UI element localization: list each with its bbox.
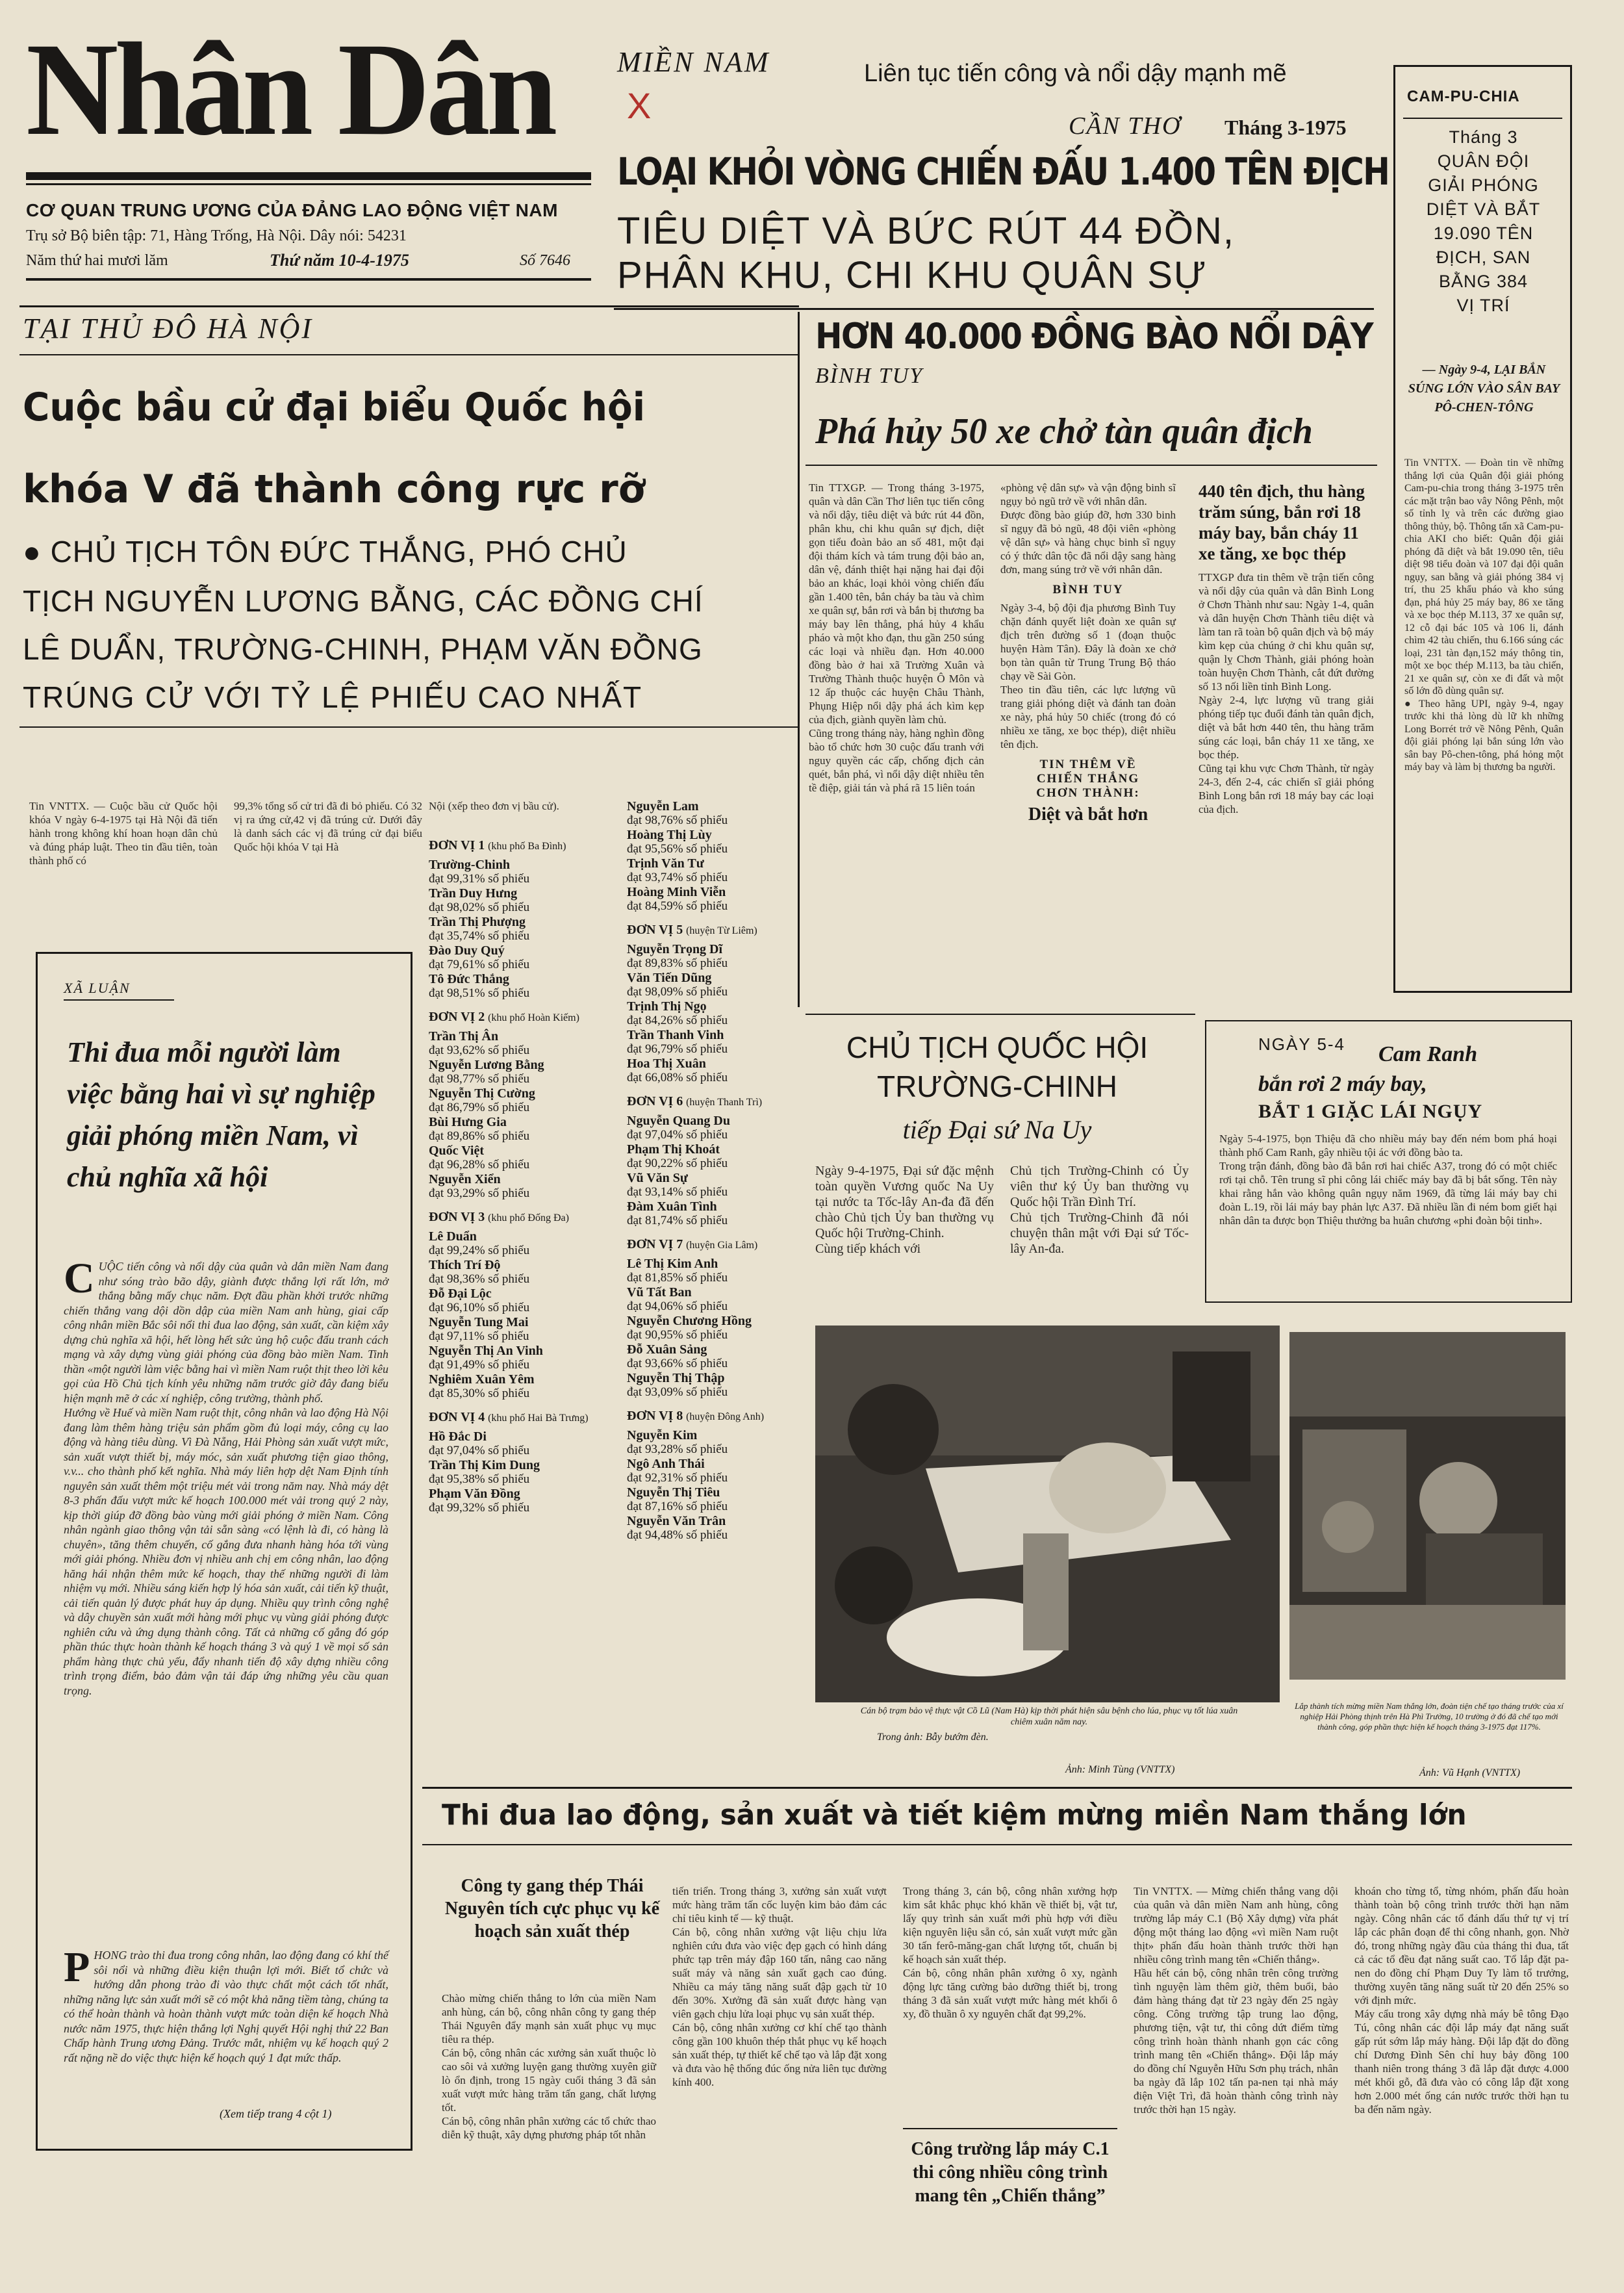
election-lead-3: Nội (xếp theo đơn vị bầu cử).	[429, 800, 559, 812]
candidate: Nguyễn Thị Tiêu đạt 87,16% số phiếu	[627, 1485, 728, 1513]
masthead-subtitle: CƠ QUAN TRUNG ƯƠNG CỦA ĐẢNG LAO ĐỘNG VIỆT NAM	[26, 200, 558, 220]
steel-headline: Công ty gang thép Thái Nguyên tích cực phục vụ kế hoạch sản xuất thép	[444, 1876, 660, 1941]
candidate: Đỗ Đại Lộc đạt 96,10% số phiếu	[429, 1287, 530, 1314]
editorial-title: Thi đua mỗi người làm việc bằng hai vì sự nghiệp giải phóng miền Nam, vì chủ nghĩa xã hội	[67, 1036, 375, 1193]
chonthanh-col3: TTXGP đưa tin thêm về trận tiến công và nổi dậy của quân và dân Bình Long ở Chơn Thành như sau: Ngày 1-4, quân và dân huyện Chơn Thành tiêu diệt và làm tan rã toàn bộ quân địch và bộ máy kìm kẹp của chúng ở chi khu quân sự, quận lỵ Chơn Thành, giải phóng hoàn toàn huyện Chơn Thành, cắt đứt đường số 13 nối liền tỉnh Bình Long. Ngày 2-4, lực lượng vũ trang giải phóng tiếp tục đuổi đánh tàn quân địch, diệt và bắt hơn 440 tên, thu hàng trăm súng các loại, bắn cháy 11 xe tăng, xe bọc thép. Cũng tại khu vực Chơn Thành, từ ngày 24-3, đến 2-4, các chiến sĩ giải phóng Bình Long bắn rơi 18 máy bay các loại của địch.	[1199, 571, 1374, 815]
norway-col2: Chủ tịch Trường-Chinh có Ủy viên thư ký Ủy ban thường vụ Quốc hội Trần Đình Trí. Chủ tịch Trường-Chinh đã nói chuyện thân mật với Đại sứ Tốc-lây An-đa.	[1010, 1164, 1189, 1256]
dropcap-p: P	[64, 1943, 90, 1991]
camranh-body: Ngày 5-4-1975, bọn Thiệu đã cho nhiều máy bay đến ném bom phá hoại thành phố Cam Ranh, gây nhiều tội ác với đồng bào ta. Trong trận đánh, đồng bào đã bắn rơi hai chiếc A37, trong đó có một chiếc rơi tại chỗ. Tên trung sĩ phi công lái chiếc máy bay đã bị bắt sống. Tên này khai rằng hắn vào không quân ngụy năm 1969, đã từng lái máy bay chi đoàn L.19, rồi lái máy bay phản lực A37. Đã nhiều lần đi ném bom giết hại nhân dân ta được bọn Thiệu thưởng ba huân chương «phi đoàn bội tinh».	[1219, 1133, 1557, 1227]
candidate: Trần Thị Kim Dung đạt 95,38% số phiếu	[429, 1458, 540, 1486]
chonthanh-sub-a: TIN THÊM VỀ	[1039, 758, 1137, 771]
photo1-caption-b: Trong ảnh: Bẫy bướm đèn.	[877, 1732, 989, 1743]
candidates-col-a	[429, 838, 614, 1515]
photo2-caption: Lắp thành tích mừng miền Nam thắng lớn, đoàn tiện chế tạo tháng trước của xí nghiệp Hải Phòng thịnh trên Hà Phì Trường, 10 trường ở đó đã chế tạo mới thành công, góp phần thực hiện kế hoạch tháng 3-1975 đạt 117%.	[1295, 1701, 1564, 1732]
candidate: Thích Trí Độ đạt 98,36% số phiếu	[429, 1258, 530, 1286]
emulation-col2: tiến triển. Trong tháng 3, xưởng sản xuất vượt mức hàng trăm tấn cốc luyện kim bảo đảm các chỉ tiêu kinh tế — kỹ thuật. Cán bộ, công nhân xưởng vật liệu chịu lửa nghiên cứu đưa vào việc đẹp gạch có hình dáng phức tạp trên máy đập 160 tấn, nâng cao năng suất máy và năng sản xuất gạch cao đúng. Nhiều ca máy tăng năng suất đập gạch từ 10 đến 30%. Xưởng đã sản xuất được hàng vạn viên gạch chịu lửa loại phục vụ sản xuất thép. Cán bộ, công nhân xưởng cơ khí chế tạo thành công gần 100 khuôn thép thắt phục vụ kế hoạch sản xuất thép, tự thiết kế chế tạo và lắp đặt xong và đưa vào hệ thống đúc ống nửa liên tục đường kính 400.	[672, 1885, 887, 2088]
emulation-col5: khoán cho từng tổ, từng nhóm, phấn đấu hoàn thành toàn bộ công trình trước thời hạn năm ngày. Công nhân các tổ đánh dấu thứ tự vị trí lắp các phân đoạn để thi công nhanh, gọn. Nhờ đó, trong những ngày đầu của tháng thi đua, tất cả các tổ đều đạt năng suất cao. Tổ lắp đặt pa-nen do đồng chí Phạm Duy Ty làm tổ trưởng, thường xuyên tăng năng suất từ 20 đến 25% so với định mức. Máy cẩu trong xây dựng nhà máy bê tông Đạo Tú, công nhân các đội lắp máy đạt năng suất gấp rút sớm lắp máy hàng. Đội lắp đặt do đồng chí Dương Đình Sên chỉ huy bảy đồng 100 thanh niên trong tháng 3 đã lắp đặt được 4.000 mét khối gỗ, đã đưa vào có công lắp đặt xong hơn 2.000 mét ống cán nước trước thời hạn tu ba đến năm ngày.	[1354, 1885, 1569, 2116]
candidate: Trịnh Thị Ngọ đạt 84,26% số phiếu	[627, 999, 728, 1027]
editorial-p1: UỘC tiến công và nổi dậy của quân và dân miền Nam đang như sóng trào bão dậy, giành được thắng lợi rất lớn, mở thắng bằng mấy chục năm. Đợt đầu phần khởi trước những chiến thắng vang dội dồn dập của miền Nam anh hùng, giai cấp công nhân miền Bắc sôi nổi thi đua lao động, sản xuất, cần kiệm xây dựng chủ nghĩa xã hội, hết lòng hết sức ủng hộ cuộc đấu tranh cách mạng và xây dựng vùng giải phóng của đồng bào miền Nam. Tinh thần «một người làm việc bằng hai vì miền Nam ruột thịt theo lời kêu gọi của Hồ Chủ tịch kính yêu những năm trước giờ đây đang biểu hiện mạnh mẽ ở các xí nghiệp, công trường, thành phố. Hướng về Huế và miền Nam ruột thịt, công nhân và lao động Hà Nội đang làm thêm hàng triệu sản phẩm gồm đủ loại máy, công cụ lao động và hàng tiêu dùng. Vì Đà Nẵng, Hải Phòng sản xuất vượt mức, sản xuất vượt thiết bị, máy móc, sản xuất phương tiện giao thông, v.v... cho thành phố kết nghĩa. Nhà máy liên hợp dệt Nam Định tính nguyên sản xuất thêm một triệu mét vải trong năm nay. Nhà máy dệt 8-3 phấn đấu vượt mức kế hoạch 100.000 mét vải trong quý 2 này, kịp thời giúp đỡ đồng bào vùng mới giải phóng ở miền Nam. Công nhân ngành giao thông vận tải sẵn sàng «có lệnh là đi, có hàng là chuyên», tăng thêm chuyến, cố gắng đưa nhanh hàng hóa tới vùng mới giải phóng. Nhiều đơn vị nhiều anh chị em công nhân, lao động hăng hái nhận thêm mức kế hoạch, thay thế những người đi làm nhiệm vụ mới. Nhiều sáng kiến hợp lý hóa sản xuất, cải tiến kỹ thuật, cải tiến quản lý được phát huy áp dụng. Nhiều quy trình công nghệ và dây chuyền sản xuất mới hàng mới phục vụ vùng giải phóng được nghiên cứu và ứng dụng thành công. Tất cả những cố gắng đó góp phần thúc thực hoàn thành kế hoạch tháng 3 và quý 1 về mọi số sản phẩm hàng thực chủ yếu, đẩy nhanh tiến độ xây dựng nhiều công trình trọng điểm, bảo đảm vận tải đáp ứng những yêu cầu quan trọng.	[64, 1260, 388, 1697]
photo1-caption: Cán bộ trạm bảo vệ thực vật Cồ Lũ (Nam Hà) kịp thời phát hiện sâu bệnh cho lúa, phục vụ tốt lúa xuân chiêm xuân năm nay.	[860, 1706, 1238, 1727]
unit-header: ĐƠN VỊ 3 (khu phố Đống Đa)	[429, 1210, 569, 1224]
election-sub-4: TRÚNG CỬ VỚI TỶ LỆ PHIẾU CAO NHẤT	[23, 680, 643, 714]
candidate: Phạm Văn Đồng đạt 99,32% số phiếu	[429, 1487, 530, 1515]
candidate: Phạm Thị Khoát đạt 90,22% số phiếu	[627, 1142, 728, 1170]
candidate: Trần Thị Phượng đạt 35,74% số phiếu	[429, 915, 530, 943]
south-headline-3: PHÂN KHU, CHI KHU QUÂN SỰ	[617, 254, 1208, 296]
candidate: Đỗ Xuân Sảng đạt 93,66% số phiếu	[627, 1342, 728, 1370]
candidate: Trần Thị Ân đạt 93,62% số phiếu	[429, 1029, 530, 1057]
candidate: Trần Duy Hưng đạt 98,02% số phiếu	[429, 886, 530, 914]
candidate: Quốc Việt đạt 96,28% số phiếu	[429, 1144, 530, 1172]
binhtuy-headline: Phá hủy 50 xe chở tàn quân địch	[815, 411, 1313, 452]
candidate: Vũ Tất Ban đạt 94,06% số phiếu	[627, 1285, 728, 1313]
red-mark: X	[627, 85, 652, 126]
candidate: Trường-Chinh đạt 99,31% số phiếu	[429, 858, 530, 886]
candidate: Nguyễn Xiển đạt 93,29% số phiếu	[429, 1172, 530, 1200]
photo2-credit: Ảnh: Vũ Hạnh (VNTTX)	[1419, 1767, 1521, 1778]
south-headline-1: LOẠI KHỎI VÒNG CHIẾN ĐẤU 1.400 TÊN ĐỊCH	[617, 149, 1389, 194]
candidate: Nguyễn Kim đạt 93,28% số phiếu	[627, 1428, 728, 1456]
unit-header: ĐƠN VỊ 2 (khu phố Hoàn Kiếm)	[429, 1010, 579, 1024]
steel-body: Chào mừng chiến thắng to lớn của miền Nam anh hùng, cán bộ, công nhân công ty gang thép Thái Nguyên đẩy mạnh sản xuất phục vụ mục tiêu ra thép. Cán bộ, công nhân các xưởng sản xuất thuộc lò cao sôi vả xưởng luyện gang thường xuyên giữ lò ổn định, trong 15 ngày cuối tháng 3 đã sản xuất vượt mức hàng trăm tấn gang, chất lượng tốt. Cán bộ, công nhân phân xưởng các tổ chức thao diễn kỹ thuật, xây dựng phương pháp tốt nhằn	[442, 1992, 656, 2141]
cantho-col2: «phòng vệ dân sự» và vận động binh sĩ ngụy bỏ ngũ trở về với nhân dân. Được đồng bào giúp đỡ, hơn 330 binh sĩ ngụy đã bỏ ngũ, 48 đội viên «phòng vệ dân sự» và hàng chục binh sĩ ngụy có ý thức dân tộc đã nổi dậy sang hàng đơn, mang súng trở về với nhân dân.	[1000, 481, 1176, 576]
unit-header: ĐƠN VỊ 8 (huyện Đông Anh)	[627, 1409, 765, 1423]
norway-headline-3: tiếp Đại sứ Na Uy	[902, 1115, 1092, 1144]
photo-light-trap	[815, 1326, 1280, 1702]
camranh-headline-1: bắn rơi 2 máy bay,	[1258, 1072, 1427, 1096]
cantho-col1: Tin TTXGP. — Trong tháng 3-1975, quân và dân Cần Thơ liên tục tiến công và nổi dậy, tiêu diệt và bức rút 44 đồn, phân khu, chi khu quân sự địch, diệt gọn tiểu đoàn bảo an số 481, một đại đội thám kích và tám trung đội bảo an, dân vệ, đánh thiệt hại nặng hai đại đội bảo an khác, loại khỏi vòng chiến đấu gần 1.400 tên, bắn cháy ba tàu và chìm xe quân sự, bắn rơi và bắn bị thương ba máy bay lên thẳng, phá hủy 4 khẩu pháo và một kho đạn, thu gần 250 súng các loại và nhiều đạn. Hơn 40.000 đồng bào ở hai xã Trường Xuân và Trường Thành thuộc huyện Ô Môn và 12 ấp thuộc các huyện Châu Thành, Phụng Hiệp nổi dậy phá ách kìm kẹp của địch, giành quyền làm chủ. Cũng trong tháng này, hàng nghìn đồng bào tổ chức hơn 30 cuộc đấu tranh với nguy quyền các cấp, chống địch cản quét, bắn phá, vì nổi dậy diệt nhiều tên tề điệp, giải tán và phá rã 15 liên toán	[809, 481, 984, 794]
editorial-p2-wrap	[64, 1943, 392, 2065]
chonthanh-sub-c: CHƠN THÀNH:	[1036, 786, 1140, 800]
emulation-col3: Trong tháng 3, cán bộ, công nhân xưởng hợp kim sắt khắc phục khó khăn về thiết bị, vật tư, lấy quy trình sản xuất mới phù hợp với điều kiện nguyên liệu sẵn có, sản xuất vượt mức gần 30 tấn ferô-măng-gan chất lượng tốt, chuẩn bị kế hoạch sản xuất thép. Cán bộ, công nhân phân xưởng ô xy, ngành động lực tăng cường bảo dưỡng thiết bị, trong tháng 3 đã sản xuất vượt mức hàng mét khối ô xy, đồ thuần ô xy nguyên chất đạt 99,2%.	[903, 1885, 1117, 2020]
candidate: Trần Thanh Vinh đạt 96,79% số phiếu	[627, 1028, 728, 1056]
candidate: Lê Duẩn đạt 99,24% số phiếu	[429, 1229, 530, 1257]
masthead	[26, 16, 591, 312]
cambodia-box	[1393, 65, 1572, 993]
camranh-place: Cam Ranh	[1378, 1042, 1478, 1066]
camranh-box	[1205, 1020, 1572, 1303]
candidate: Nguyễn Tung Mai đạt 97,11% số phiếu	[429, 1315, 529, 1343]
cantho-month: Tháng 3-1975	[1224, 116, 1347, 139]
place-binhtuy: BÌNH TUY	[815, 364, 924, 388]
candidate: Nguyễn Thị Thập đạt 93,09% số phiếu	[627, 1371, 728, 1399]
photo-light-trap-image	[815, 1326, 1280, 1702]
candidate: Ngô Anh Thái đạt 92,31% số phiếu	[627, 1457, 728, 1485]
place-cantho: CẦN THƠ	[1069, 112, 1182, 140]
cambodia-label: CAM-PU-CHIA	[1407, 88, 1520, 105]
cantho-col2-wrap	[1000, 481, 1176, 825]
editorial-label: XÃ LUẬN	[64, 980, 131, 996]
norway-headline-1: CHỦ TỊCH QUỐC HỘI	[846, 1031, 1148, 1064]
candidates-col-b	[627, 799, 799, 1543]
election-sub-3: LÊ DUẨN, TRƯỜNG-CHINH, PHẠM VĂN ĐỒNG	[23, 632, 703, 666]
emulation-col4: Tin VNTTX. — Mừng chiến thắng vang dội của quân và dân miền Nam anh hùng, công trường lắp máy C.1 (Bộ Xây dựng) vừa phát động một tháng lao động «vì miền Nam ruột thịt» phấn đấu hoàn thành trước thời hạn nhiều công trình mang tên «Chiến thắng». Hầu hết cán bộ, công nhân trên công trường tình nguyện làm thêm giờ, thêm buổi, bảo đảm hàng tháng đạt từ 23 ngày đến 25 ngày công. Công trường tập trung lao động, phương tiện, vật tư, thi công dứt điểm từng công trình hoàn thành nhanh gọn các công trình mang tên «Chiến thắng». Đội lắp máy do đồng chí Nguyễn Hữu Sơn phụ trách, nhân ba ngày đã lắp 102 tấn pa-nen tại nhà máy điện Việt Trì, đã hoàn thành công trình này trước thời hạn 15 ngày.	[1134, 1885, 1338, 2116]
candidate: Hoàng Thị Lùy đạt 95,56% số phiếu	[627, 828, 728, 856]
chonthanh-col3-wrap	[1199, 481, 1374, 816]
editorial-p1-wrap	[64, 1255, 388, 1698]
election-sub-1: ● CHỦ TỊCH TÔN ĐỨC THẮNG, PHÓ CHỦ	[23, 535, 628, 569]
election-lead-1: Tin VNTTX. — Cuộc bầu cử Quốc hội khóa V ngày 6-4-1975 tại Hà Nội đã tiến hành trong không khí hoan hoạn dân chủ và đúng pháp luật. Theo tin đầu tiên, toàn thành phố có	[29, 800, 221, 867]
unit-header: ĐƠN VỊ 1 (khu phố Ba Đình)	[429, 838, 566, 852]
camranh-headline-2: BẮT 1 GIẶC LÁI NGỤY	[1258, 1101, 1483, 1122]
editorial-p2: HONG trào thi đua trong công nhân, lao động đang có khí thế sôi nổi và những điều kiện thuận lợi mới. Biết tổ chức và hướng dẫn phong trào đi vào thực chất một cách tốt nhất, những năng lực sản xuất mới sẽ có một khả năng tiềm tàng, chúng ta có thể hoàn thành và hoàn thành vượt mức toàn diện kế hoạch Nhà nước năm 1975, thực hiện thắng lợi Nghị quyết Hội nghị thứ 22 Ban Chấp hành Trung ương Đảng. Trước mắt, nhiệm vụ kế hoạch quý 2 rất nặng nề do việc thực hiện kế hoạch quý 1 đạt mức thấp.	[64, 1949, 392, 2064]
binhtuy-col: Ngày 3-4, bộ đội địa phương Bình Tuy chặn đánh quyết liệt đoàn xe quân sự địch trên đường số 1 (đoạn thuộc huyện Hàm Tân). Đây là đoàn xe chở bọn tàn quân từ Trung Trung Bộ tháo chạy về Sài Gòn. Theo tin đầu tiên, các lực lượng vũ trang giải phóng diệt và đánh tan đoàn xe này, phá hủy 50 chiếc (trong đó có nhiều xe tăng, xe bọc thép), diệt nhiều tên địch.	[1000, 602, 1176, 750]
cambodia-headline: Tháng 3 QUÂN ĐỘI GIẢI PHÓNG DIỆT VÀ BẮT 19.090 TÊN ĐỊCH, SAN BẰNG 384 VỊ TRÍ	[1426, 127, 1541, 315]
unit-header: ĐƠN VỊ 5 (huyện Từ Liêm)	[627, 923, 757, 937]
editorial-box	[36, 952, 412, 2151]
candidate: Nghiêm Xuân Yêm đạt 85,30% số phiếu	[429, 1372, 535, 1400]
south-headline-2: TIÊU DIỆT VÀ BỨC RÚT 44 ĐỒN,	[617, 210, 1236, 252]
hanoi-kicker: TẠI THỦ ĐÔ HÀ NỘI	[23, 313, 313, 344]
candidate: Nguyễn Quang Du đạt 97,04% số phiếu	[627, 1114, 730, 1142]
masthead-address: Trụ sở Bộ biên tập: 71, Hàng Trống, Hà Nội. Dây nói: 54231	[26, 227, 407, 244]
masthead-year: Năm thứ hai mươi lăm	[26, 252, 168, 269]
candidate: Nguyễn Lam đạt 98,76% số phiếu	[627, 799, 728, 827]
chonthanh-sub-d: Diệt và bắt hơn	[1028, 804, 1148, 825]
photo1-credit: Ảnh: Minh Tùng (VNTTX)	[1065, 1764, 1175, 1775]
site-headline: Công trường lắp máy C.1 thi công nhiều công trình mang tên „Chiến thắng”	[911, 2139, 1110, 2206]
unit-header: ĐƠN VỊ 7 (huyện Gia Lâm)	[627, 1237, 758, 1251]
emulation-banner: Thi đua lao động, sản xuất và tiết kiệm mừng miền Nam thắng lớn	[442, 1799, 1467, 1832]
photo-factory	[1289, 1332, 1566, 1680]
dropcap-c: C	[64, 1255, 95, 1302]
cambodia-sub: — Ngày 9-4, LẠI BẮN SÚNG LỚN VÀO SÂN BAY PÔ-CHEN-TÔNG	[1408, 363, 1560, 415]
masthead-date: Thứ năm 10-4-1975	[270, 251, 409, 270]
chonthanh-sub-b: CHIẾN THẮNG	[1036, 772, 1140, 786]
south-headline-block	[614, 39, 1389, 388]
editorial-continued: (Xem tiếp trang 4 cột 1)	[220, 2107, 332, 2120]
candidate: Nguyễn Chương Hồng đạt 90,95% số phiếu	[627, 1314, 752, 1342]
candidate: Hoa Thị Xuân đạt 66,08% số phiếu	[627, 1057, 728, 1084]
candidate: Nguyễn Trọng Dĩ đạt 89,83% số phiếu	[627, 942, 728, 970]
candidate: Lê Thị Kim Anh đạt 81,85% số phiếu	[627, 1257, 728, 1285]
candidate: Nguyễn Lương Bằng đạt 98,77% số phiếu	[429, 1058, 544, 1086]
south-headline-4: HƠN 40.000 ĐỒNG BÀO NỔI DẬY	[815, 316, 1373, 357]
region-label: MIỀN NAM	[617, 46, 770, 78]
candidate: Đàm Xuân Tình đạt 81,74% số phiếu	[627, 1199, 728, 1227]
south-kicker: Liên tục tiến công và nổi dậy mạnh mẽ	[864, 60, 1287, 87]
candidate: Trịnh Văn Tư đạt 93,74% số phiếu	[627, 856, 728, 884]
binhtuy-subhead: BÌNH TUY	[1052, 583, 1124, 596]
unit-header: ĐƠN VỊ 4 (khu phố Hai Bà Trưng)	[429, 1410, 589, 1424]
title-underline	[26, 172, 591, 180]
candidate: Vũ Văn Sự đạt 93,14% số phiếu	[627, 1171, 728, 1199]
norway-col1: Ngày 9-4-1975, Đại sứ đặc mệnh toàn quyền Vương quốc Na Uy tại nước ta Tốc-lây An-đa đã đến chào Chủ tịch Ủy ban thường vụ Quốc hội Trường-Chinh. Cùng tiếp khách với	[815, 1164, 994, 1256]
candidate: Văn Tiến Dũng đạt 98,09% số phiếu	[627, 971, 728, 999]
masthead-issue: Số 7646	[520, 252, 570, 269]
election-headline-2: khóa V đã thành công rực rỡ	[23, 467, 645, 512]
election-headline-1: Cuộc bầu cử đại biểu Quốc hội	[23, 385, 646, 430]
cambodia-body: Tin VNTTX. — Đoàn tin về những thắng lợi của Quân đội giải phóng Cam-pu-chia trong tháng 3-1975 trên các mặt trận bao vây Nông Pênh, một số tỉnh lỵ và trên các đường giao thông thủy, bộ. Thông tấn xã Cam-pu-chia AKI cho biết: Quân đội giải phóng đã diệt và bắt 19.090 tên, tiêu diệt 98 tiểu đoàn và 107 đại đội quân ngụy, san bằng và giải phóng 384 vị trí, thu 25 khẩu pháo và kho súng đạn, phá hủy 25 máy bay, 86 xe tăng và xe bọc thép M.113, 37 xe quân sự, 12 cỗ đại bác 105 và 106 li, đánh chìm 42 tàu chiến, thu 6.166 súng các loại, 231 tàn đạn,152 máy thông tin, một xe bọc thép M.113, ba tàu chiến, 21 xe quân sự, còn xe đi đất và một số lớn đồ dùng quân sự. ● Theo hãng UPI, ngày 9-4, ngay trước khi thả lòng dù lữ kh những Long Borrét trở về Nông Pênh, Quân đội giải phóng lại bắn súng lớn vào sân bay Pô-chen-tông, phá hỏng một máy bay và làm bị thương ba người.	[1404, 457, 1564, 773]
candidate: Hồ Đắc Di đạt 97,04% số phiếu	[429, 1429, 530, 1457]
candidate: Đào Duy Quý đạt 79,61% số phiếu	[429, 943, 530, 971]
candidate: Nguyễn Thị An Vinh đạt 91,49% số phiếu	[429, 1344, 543, 1372]
election-sub-2: TỊCH NGUYỄN LƯƠNG BẰNG, CÁC ĐỒNG CHÍ	[23, 584, 704, 618]
candidate: Tô Đức Thắng đạt 98,51% số phiếu	[429, 972, 530, 1000]
photo-factory-image	[1289, 1332, 1566, 1680]
norway-headline-2: TRƯỜNG-CHINH	[876, 1070, 1118, 1103]
election-lead-2: 99,3% tổng số cử tri đã đi bỏ phiếu. Có 32 vị ra ứng cử,42 vị đã trúng cử. Dưới đây là danh sách các vị đã trúng cử đại biểu Quốc hội khóa V tại Hà	[234, 800, 425, 853]
newspaper-title: Nhân Dân	[26, 16, 554, 163]
unit-header: ĐƠN VỊ 6 (huyện Thanh Trì)	[627, 1094, 763, 1108]
candidate: Nguyễn Văn Trân đạt 94,48% số phiếu	[627, 1514, 728, 1542]
candidate: Nguyễn Thị Cường đạt 86,79% số phiếu	[429, 1086, 535, 1114]
candidate: Bùi Hưng Gia đạt 89,86% số phiếu	[429, 1115, 530, 1143]
candidate: Hoàng Minh Viễn đạt 84,59% số phiếu	[627, 885, 728, 913]
chonthanh-headline: 440 tên địch, thu hàng trăm súng, bắn rơi 18 máy bay, bắn cháy 11 xe tăng, xe bọc thép	[1199, 481, 1365, 563]
camranh-date: NGÀY 5-4	[1258, 1034, 1346, 1054]
